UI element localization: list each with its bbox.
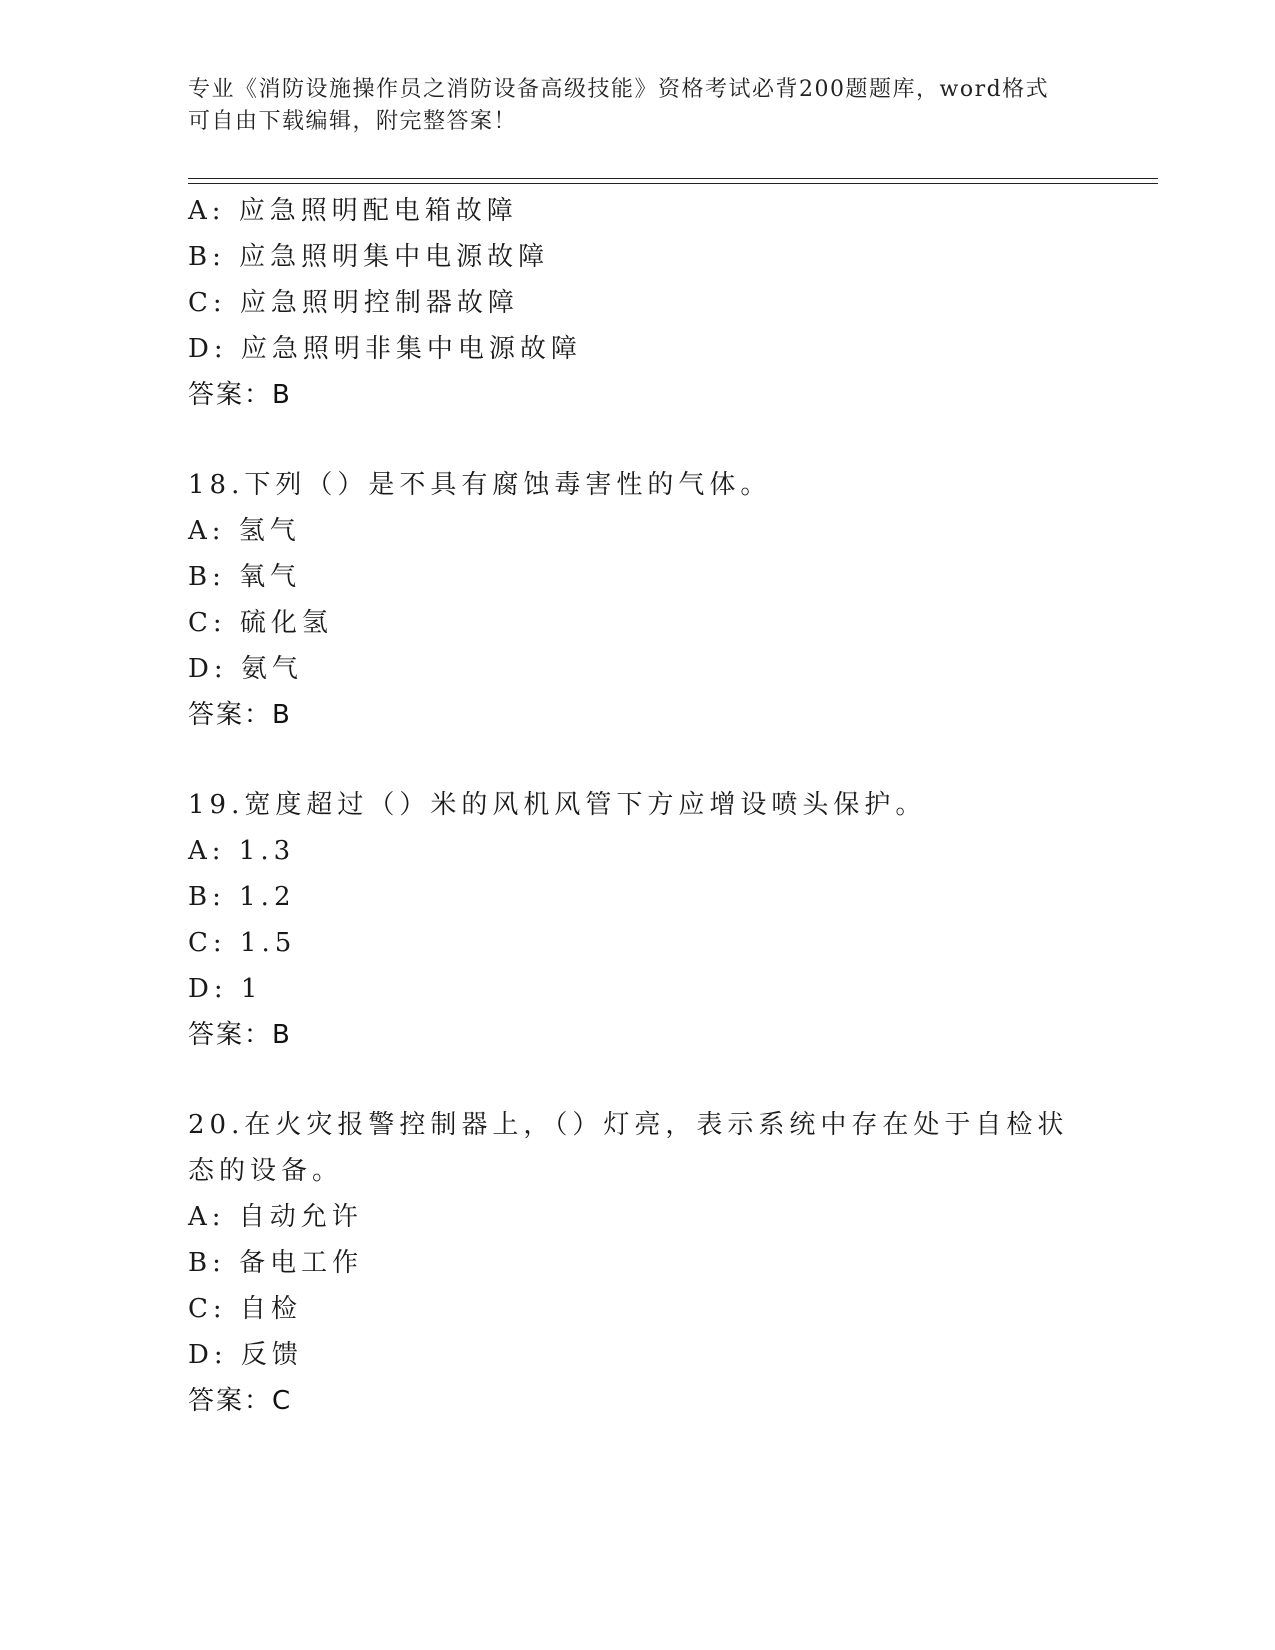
option-b: B: 1.2 [188, 882, 296, 912]
option-a: A: 氢气 [188, 516, 301, 546]
answer-line: 答案：B [188, 700, 292, 730]
header-divider-bottom [188, 183, 1158, 184]
option-c: C: 1.5 [188, 928, 297, 958]
option-b: B: 备电工作 [188, 1248, 364, 1278]
option-c: C: 自检 [188, 1294, 302, 1324]
question-list [188, 188, 1088, 1424]
document-header: 专业《消防设施操作员之消防设备高级技能》资格考试必背200题题库，word格式可自由下载编辑，附完整答案！ [188, 77, 1050, 134]
option-b: B: 氧气 [188, 562, 302, 592]
question-text: 20.在火灾报警控制器上，（）灯亮，表示系统中存在处于自检状态的设备。 [188, 1110, 1069, 1186]
question-block-20 [188, 1102, 1088, 1424]
question-text: 19.宽度超过（）米的风机风管下方应增设喷头保护。 [188, 790, 927, 820]
option-a: A: 自动允许 [188, 1202, 363, 1232]
question-block-19 [188, 782, 1088, 1058]
option-a: A: 1.3 [188, 836, 296, 866]
question-block-17 [188, 188, 1088, 418]
option-c: C: 应急照明控制器故障 [188, 288, 519, 318]
option-a: A: 应急照明配电箱故障 [188, 196, 518, 226]
answer-line: 答案：B [188, 380, 292, 410]
answer-line: 答案：B [188, 1020, 292, 1050]
option-d: D: 反馈 [188, 1340, 303, 1370]
question-block-18 [188, 462, 1088, 738]
option-b: B: 应急照明集中电源故障 [188, 242, 550, 272]
spacer [188, 418, 1088, 462]
spacer [188, 1058, 1088, 1102]
option-d: D: 1 [188, 974, 263, 1004]
question-text: 18.下列（）是不具有腐蚀毒害性的气体。 [188, 470, 772, 500]
spacer [188, 738, 1088, 782]
option-d: D: 应急照明非集中电源故障 [188, 334, 582, 364]
option-d: D: 氨气 [188, 654, 303, 684]
answer-line: 答案：C [188, 1386, 293, 1416]
header-divider-top [188, 178, 1158, 179]
option-c: C: 硫化氢 [188, 608, 333, 638]
